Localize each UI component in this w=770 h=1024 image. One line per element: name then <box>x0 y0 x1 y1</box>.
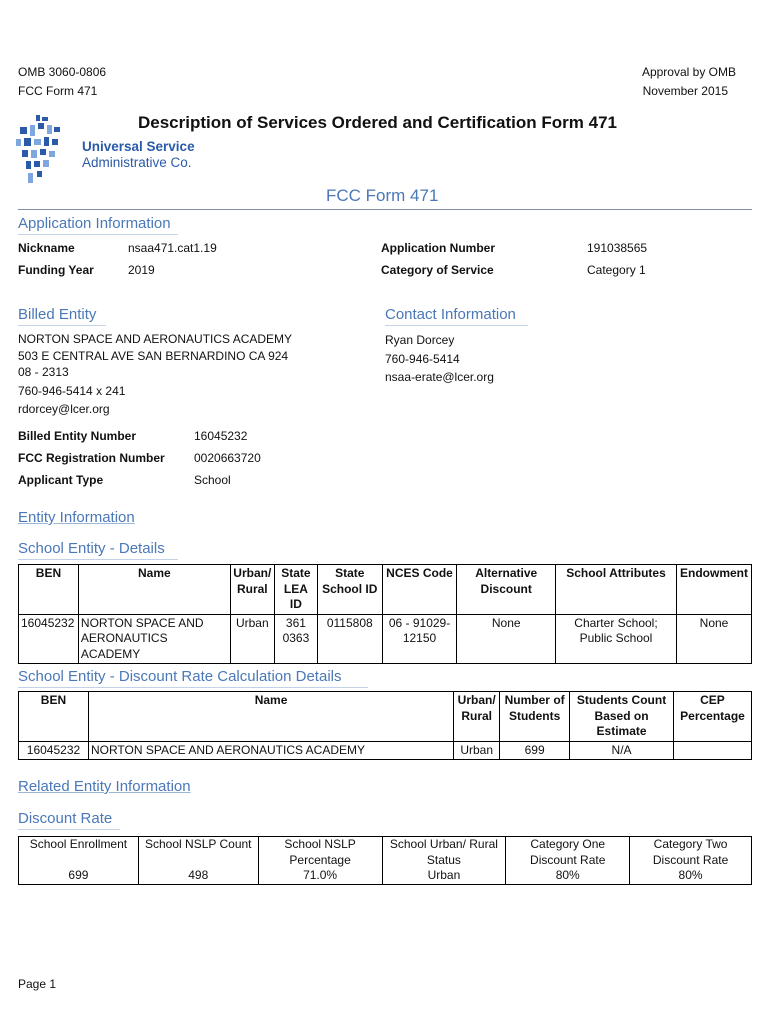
entity-info-heading: Entity Information <box>18 509 135 526</box>
fcc-registration-label: FCC Registration Number <box>18 451 165 465</box>
nickname-value: nsaa471.cat1.19 <box>128 241 217 255</box>
applicant-type-label: Applicant Type <box>18 473 104 487</box>
table-header-row: BEN Name Urban/ Rural Number of Students Students Count Based on Estimate CEP Percentage <box>19 692 752 742</box>
contact-name: Ryan Dorcey <box>385 333 455 347</box>
table-header-row: BEN Name Urban/ Rural State LEA ID State School ID NCES Code Alternative Discount School Attributes Endowment <box>19 565 752 615</box>
usac-logo-text: Universal Service Administrative Co. <box>82 139 195 170</box>
ben-value: 16045232 <box>194 429 248 443</box>
approval-text: Approval by OMB <box>641 65 736 79</box>
applicant-type-value: School <box>194 473 231 487</box>
table-header-row: School Enrollment School NSLP Count School NSLP Percentage School Urban/ Rural Status Category One Discount Rate Category Two Discount Rate <box>19 837 752 869</box>
discount-calc-table <box>18 691 752 760</box>
discount-rate-heading: Discount Rate <box>18 810 113 827</box>
form-subtitle: FCC Form 471 <box>326 186 439 205</box>
funding-year-value: 2019 <box>128 263 155 277</box>
contact-phone: 760-946-5414 <box>385 351 460 366</box>
application-number-value: 191038565 <box>587 241 648 255</box>
contact-details <box>385 331 494 387</box>
category-value: Category 1 <box>587 263 646 277</box>
school-details-underline <box>18 559 178 560</box>
page-number: Page 1 <box>18 977 57 991</box>
fcc-registration-value: 0020663720 <box>194 451 261 465</box>
table-row: 16045232 NORTON SPACE AND AERONAUTICS ACADEMY Urban 699 N/A <box>19 741 752 760</box>
contact-info-heading: Contact Information <box>385 306 516 323</box>
page-title: Description of Services Ordered and Certification Form 471 <box>138 113 617 132</box>
table-row: 699 498 71.0% Urban 80% 80% <box>19 868 752 884</box>
header-divider <box>18 209 752 210</box>
ben-label: Billed Entity Number <box>18 429 137 443</box>
nickname-label: Nickname <box>18 241 75 255</box>
omb-number: OMB 3060-0806 <box>18 65 107 79</box>
funding-year-label: Funding Year <box>18 263 94 277</box>
application-number-label: Application Number <box>381 241 496 255</box>
usac-logo-icon <box>14 113 74 185</box>
billed-entity-underline <box>18 325 106 326</box>
discount-calc-heading: School Entity - Discount Rate Calculation Details <box>18 668 342 685</box>
contact-info-underline <box>385 325 528 326</box>
table-row: 16045232 NORTON SPACE AND AERONAUTICS ACADEMY Urban 361 0363 0115808 06 - 91029- 12150 None Charter School; Public School None <box>19 614 752 664</box>
application-info-underline <box>18 234 178 235</box>
related-entity-heading: Related Entity Information <box>18 778 191 795</box>
discount-calc-underline <box>18 687 368 688</box>
school-details-table <box>18 564 752 664</box>
school-details-heading: School Entity - Details <box>18 540 165 557</box>
billed-entity-address: NORTON SPACE AND AERONAUTICS ACADEMY 503 E CENTRAL AVE SAN BERNARDINO CA 924 08 - 2313 760-946-5414 x 241 rdorcey@lcer.org <box>18 332 293 416</box>
contact-email: nsaa-erate@lcer.org <box>385 370 494 384</box>
discount-rate-underline <box>18 829 120 830</box>
application-info-heading: Application Information <box>18 215 171 232</box>
form-id: FCC Form 471 <box>18 84 98 98</box>
billed-entity-heading: Billed Entity <box>18 306 97 323</box>
approval-date: November 2015 <box>642 84 728 98</box>
category-label: Category of Service <box>381 263 494 277</box>
discount-rate-table <box>18 836 752 885</box>
